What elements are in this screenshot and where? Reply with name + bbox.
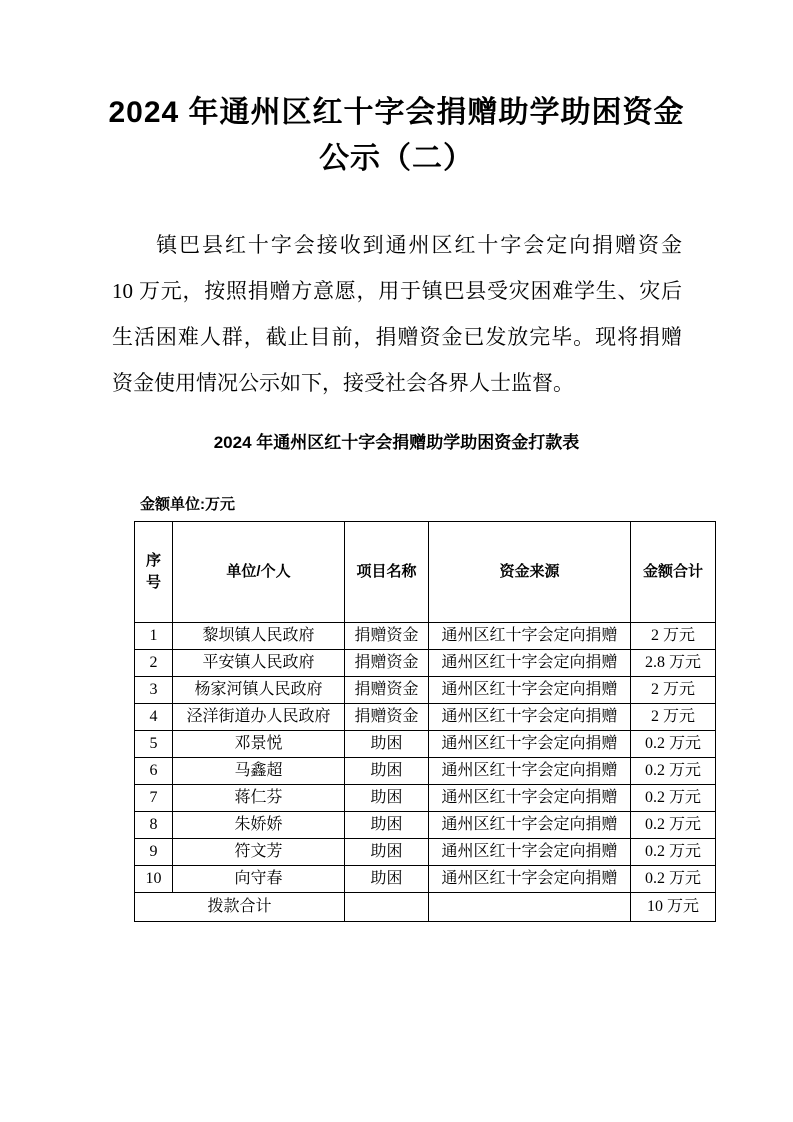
table-row: [135, 677, 716, 704]
cell-unit: 马鑫超: [173, 758, 345, 785]
paragraph-line: 10 万元，按照捐赠方意愿，用于镇巴县受灾困难学生、灾后: [112, 279, 682, 303]
table-row: [135, 758, 716, 785]
table-row: [135, 623, 716, 650]
cell-source: 通州区红十字会定向捐赠: [429, 731, 631, 758]
cell-index: 2: [135, 650, 173, 677]
header-cell-project: 项目名称: [345, 522, 429, 623]
cell-project: 助困: [345, 866, 429, 893]
cell-source: 通州区红十字会定向捐赠: [429, 677, 631, 704]
cell-amount: 2 万元: [631, 677, 716, 704]
cell-unit: 蒋仁芬: [173, 785, 345, 812]
table-title: 2024 年通州区红十字会捐赠助学助困资金打款表: [213, 433, 580, 452]
cell-source: 通州区红十字会定向捐赠: [429, 650, 631, 677]
total-row: [135, 893, 716, 922]
paragraph-line: 生活困难人群，截止目前，捐赠资金已发放完毕。现将捐赠: [112, 325, 682, 349]
header-cell-index-label: 序号: [145, 552, 161, 591]
cell-amount: 0.2 万元: [631, 866, 716, 893]
cell-source: 通州区红十字会定向捐赠: [429, 785, 631, 812]
table-row: [135, 704, 716, 731]
cell-amount: 0.2 万元: [631, 812, 716, 839]
cell-project: 助困: [345, 839, 429, 866]
cell-index: 10: [135, 866, 173, 893]
table-row: [135, 812, 716, 839]
cell-project: 助困: [345, 731, 429, 758]
total-source-cell: [429, 893, 631, 922]
cell-index: 3: [135, 677, 173, 704]
cell-project: 捐赠资金: [345, 677, 429, 704]
header-cell-index: [135, 522, 173, 623]
document-title: [0, 90, 793, 182]
cell-source: 通州区红十字会定向捐赠: [429, 866, 631, 893]
header-cell-source: 资金来源: [429, 522, 631, 623]
cell-unit: 黎坝镇人民政府: [173, 623, 345, 650]
cell-amount: 0.2 万元: [631, 758, 716, 785]
cell-project: 捐赠资金: [345, 650, 429, 677]
table-row: [135, 650, 716, 677]
table-row: [135, 839, 716, 866]
cell-index: 4: [135, 704, 173, 731]
cell-unit: 朱娇娇: [173, 812, 345, 839]
cell-project: 助困: [345, 812, 429, 839]
table-header-row: [135, 522, 716, 623]
header-cell-amount: 金额合计: [631, 522, 716, 623]
cell-unit: 符文芳: [173, 839, 345, 866]
paragraph-line: 镇巴县红十字会接收到通州区红十字会定向捐赠资金: [156, 233, 682, 257]
cell-amount: 0.2 万元: [631, 785, 716, 812]
cell-source: 通州区红十字会定向捐赠: [429, 839, 631, 866]
total-project-cell: [345, 893, 429, 922]
cell-unit: 向守春: [173, 866, 345, 893]
cell-unit: 杨家河镇人民政府: [173, 677, 345, 704]
cell-index: 1: [135, 623, 173, 650]
cell-source: 通州区红十字会定向捐赠: [429, 812, 631, 839]
paragraph-line: 资金使用情况公示如下，接受社会各界人士监督。: [112, 371, 574, 395]
cell-unit: 邓景悦: [173, 731, 345, 758]
cell-index: 5: [135, 731, 173, 758]
table-row: [135, 866, 716, 893]
cell-amount: 2.8 万元: [631, 650, 716, 677]
body-paragraph: [112, 222, 682, 406]
cell-amount: 2 万元: [631, 623, 716, 650]
document-title-line: 2024 年通州区红十字会捐赠助学助困资金: [108, 96, 685, 129]
cell-amount: 2 万元: [631, 704, 716, 731]
total-label-cell: 拨款合计: [135, 893, 345, 922]
funds-table: [134, 521, 716, 922]
table-row: [135, 785, 716, 812]
amount-unit-note: 金额单位:万元: [140, 496, 235, 513]
cell-source: 通州区红十字会定向捐赠: [429, 623, 631, 650]
total-amount-cell: 10 万元: [631, 893, 716, 922]
cell-unit: 泾洋街道办人民政府: [173, 704, 345, 731]
cell-project: 助困: [345, 785, 429, 812]
cell-unit: 平安镇人民政府: [173, 650, 345, 677]
document-title-line: 公示（二）: [319, 142, 474, 175]
cell-index: 6: [135, 758, 173, 785]
cell-amount: 0.2 万元: [631, 731, 716, 758]
cell-project: 助困: [345, 758, 429, 785]
cell-project: 捐赠资金: [345, 623, 429, 650]
header-cell-unit: 单位/个人: [173, 522, 345, 623]
cell-source: 通州区红十字会定向捐赠: [429, 704, 631, 731]
cell-index: 7: [135, 785, 173, 812]
cell-amount: 0.2 万元: [631, 839, 716, 866]
cell-index: 9: [135, 839, 173, 866]
cell-project: 捐赠资金: [345, 704, 429, 731]
table-row: [135, 731, 716, 758]
cell-source: 通州区红十字会定向捐赠: [429, 758, 631, 785]
cell-index: 8: [135, 812, 173, 839]
